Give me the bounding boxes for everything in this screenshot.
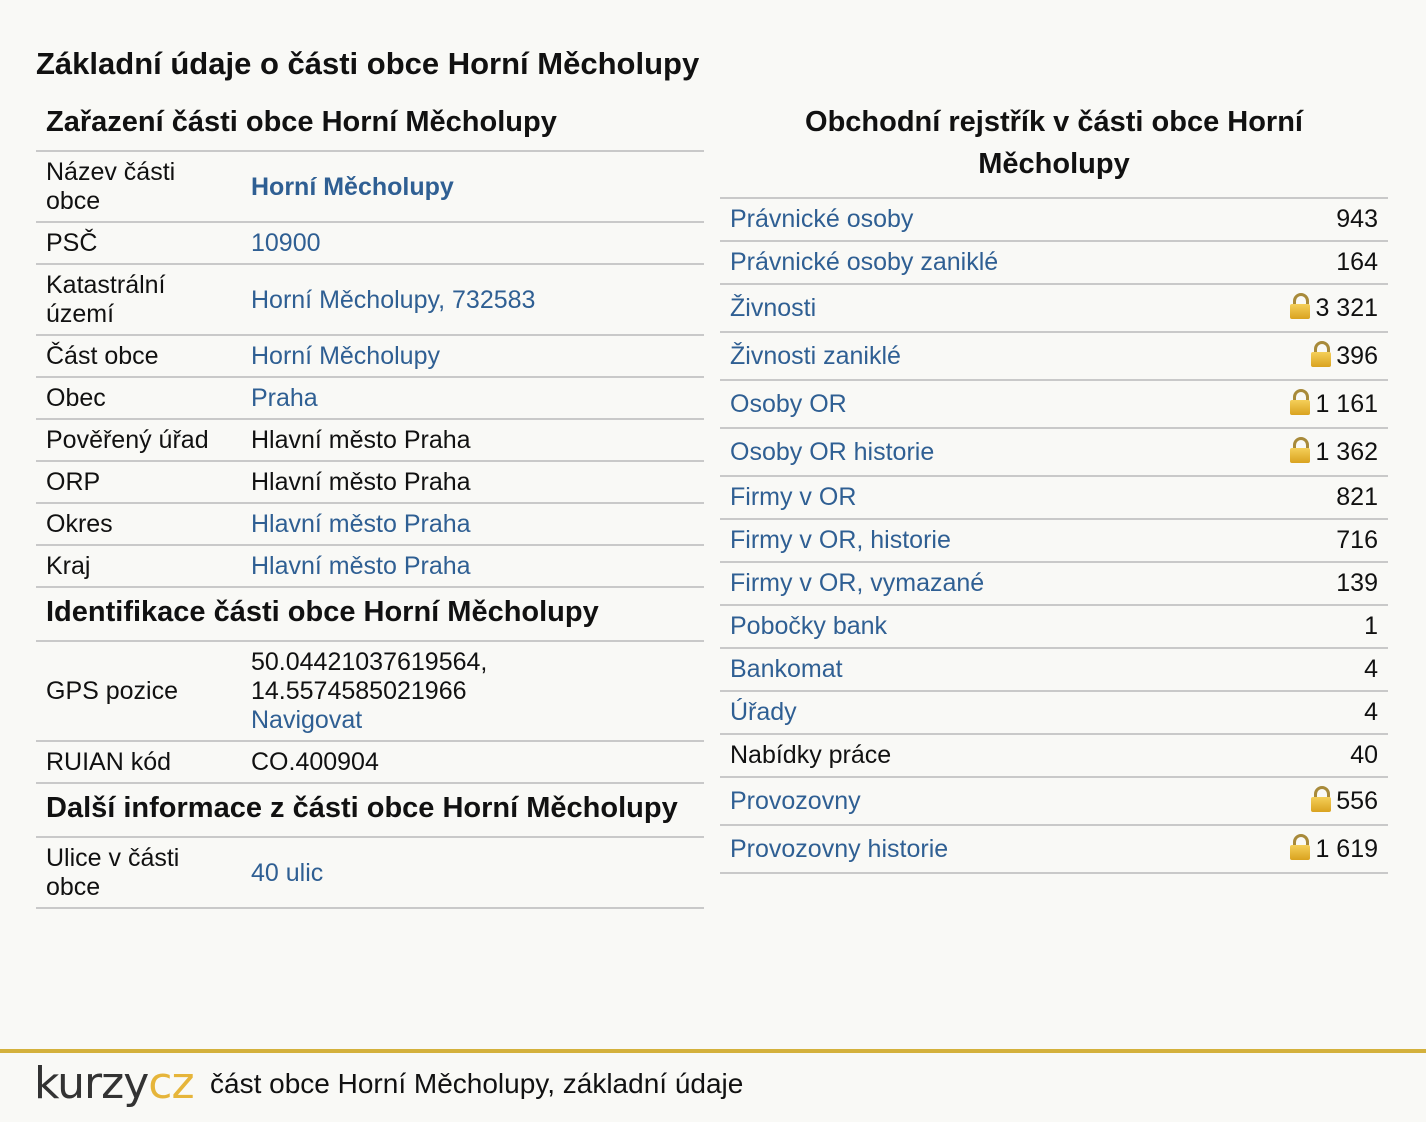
row-value-link[interactable]: Horní Měcholupy, 732583: [251, 285, 536, 314]
table-row: [36, 264, 704, 335]
stats-label-cell: [720, 777, 1206, 825]
row-key: Kraj: [46, 552, 91, 580]
stats-label-link[interactable]: Provozovny historie: [730, 834, 949, 863]
stats-value-cell: [1206, 519, 1388, 562]
stats-value: 139: [1336, 569, 1378, 597]
stats-value: 821: [1336, 483, 1378, 511]
stats-value: 3 321: [1315, 294, 1378, 322]
stats-value: 1 362: [1315, 438, 1378, 466]
row-value-link[interactable]: Horní Měcholupy: [251, 342, 440, 370]
stats-value-cell: [1206, 476, 1388, 519]
ruian-key: RUIAN kód: [46, 748, 172, 776]
row-key: Pověřený úřad: [46, 426, 209, 454]
lock-icon[interactable]: [1290, 834, 1310, 860]
stats-label-cell: [720, 332, 1206, 380]
stats-row: [720, 691, 1388, 734]
table-row: [36, 377, 704, 419]
table-row: [36, 335, 704, 377]
stats-label-link[interactable]: Živnosti zaniklé: [730, 341, 901, 370]
lock-icon[interactable]: [1290, 437, 1310, 463]
stats-row: [720, 241, 1388, 284]
stats-row: [720, 332, 1388, 380]
stats-label-cell: [720, 734, 1206, 777]
stats-value: 1 619: [1315, 835, 1378, 863]
ulice-value-cell: [241, 837, 704, 908]
stats-value: 396: [1336, 342, 1378, 370]
gps-lon: 14.5574585021966: [251, 677, 467, 705]
table-row: [36, 503, 704, 545]
row-value-link[interactable]: Praha: [251, 384, 318, 412]
stats-value: 40: [1350, 741, 1378, 769]
stats-value-cell: [1206, 332, 1388, 380]
stats-label-cell: [720, 519, 1206, 562]
row-value-cell: [241, 419, 704, 461]
right-column: [720, 98, 1388, 874]
row-value-link[interactable]: 10900: [251, 229, 321, 257]
stats-value-cell: [1206, 825, 1388, 873]
stats-row: [720, 648, 1388, 691]
ulice-key: Ulice v části obce: [46, 844, 180, 901]
stats-value: 716: [1336, 526, 1378, 554]
table-row-ulice: [36, 837, 704, 908]
stats-value: 943: [1336, 205, 1378, 233]
row-value-cell: [241, 335, 704, 377]
row-value-cell: [241, 503, 704, 545]
table-row-gps: [36, 641, 704, 741]
stats-value: 4: [1364, 655, 1378, 683]
table-row: [36, 151, 704, 222]
row-value-link[interactable]: Hlavní město Praha: [251, 510, 471, 538]
dalsi-heading: Další informace z části obce Horní Měcholupy: [46, 792, 678, 824]
stats-value-cell: [1206, 428, 1388, 476]
stats-label-cell: [720, 562, 1206, 605]
table-row: [36, 222, 704, 264]
stats-label-link[interactable]: Firmy v OR: [730, 483, 857, 511]
stats-label-cell: [720, 648, 1206, 691]
stats-row: [720, 284, 1388, 332]
row-key: Část obce: [46, 342, 159, 370]
obchodni-rejstrik-heading: Obchodní rejstřík v části obce Horní Měcholupy: [805, 106, 1303, 180]
footer-caption: část obce Horní Měcholupy, základní údaje: [210, 1068, 744, 1099]
row-value-cell: [241, 461, 704, 503]
stats-label-link[interactable]: Bankomat: [730, 655, 843, 683]
stats-row: [720, 562, 1388, 605]
stats-label-link[interactable]: Firmy v OR, vymazané: [730, 569, 985, 597]
stats-row: [720, 198, 1388, 241]
row-key: Název části obce: [46, 158, 176, 215]
lock-icon[interactable]: [1311, 786, 1331, 812]
table-row: [36, 545, 704, 587]
stats-label-cell: [720, 691, 1206, 734]
stats-value: 1: [1364, 612, 1378, 640]
stats-label-cell: [720, 380, 1206, 428]
table-row: [36, 419, 704, 461]
stats-value: 164: [1336, 248, 1378, 276]
row-key: Obec: [46, 384, 106, 412]
zarazeni-heading: Zařazení části obce Horní Měcholupy: [46, 106, 557, 138]
page-title: Základní údaje o části obce Horní Měcholupy: [36, 46, 700, 81]
row-key: PSČ: [46, 229, 98, 257]
stats-value-cell: [1206, 562, 1388, 605]
table-row-ruian: [36, 741, 704, 783]
row-value-cell: [241, 151, 704, 222]
stats-value-cell: [1206, 198, 1388, 241]
stats-value-cell: [1206, 241, 1388, 284]
row-value-link[interactable]: Horní Měcholupy: [251, 172, 454, 201]
stats-row: [720, 428, 1388, 476]
stats-value-cell: [1206, 380, 1388, 428]
stats-value-cell: [1206, 691, 1388, 734]
row-value-link[interactable]: Hlavní město Praha: [251, 552, 471, 580]
stats-label-link[interactable]: Právnické osoby zaniklé: [730, 248, 999, 276]
obchodni-rejstrik-table: [720, 197, 1388, 874]
stats-label-cell: [720, 284, 1206, 332]
dalsi-table: [36, 836, 704, 909]
kurzy-logo[interactable]: kurzycz: [34, 1058, 194, 1109]
lock-icon[interactable]: [1290, 389, 1310, 415]
stats-label-link[interactable]: Úřady: [730, 698, 797, 726]
row-key: Okres: [46, 510, 113, 538]
table-row: [36, 461, 704, 503]
stats-row: [720, 380, 1388, 428]
left-column: [36, 98, 704, 909]
stats-label-link[interactable]: Provozovny: [730, 786, 861, 815]
navigate-link[interactable]: Navigovat: [251, 706, 363, 734]
gps-key: GPS pozice: [46, 677, 179, 705]
stats-label-link[interactable]: Živnosti: [730, 293, 817, 322]
stats-value: 556: [1336, 787, 1378, 815]
stats-label-cell: [720, 241, 1206, 284]
row-value-cell: [241, 222, 704, 264]
stats-label-cell: [720, 428, 1206, 476]
row-value-cell: [241, 545, 704, 587]
identifikace-heading: Identifikace části obce Horní Měcholupy: [46, 596, 599, 628]
ruian-value: CO.400904: [251, 748, 379, 776]
stats-label-cell: [720, 198, 1206, 241]
stats-label-link[interactable]: Firmy v OR, historie: [730, 526, 951, 554]
lock-icon[interactable]: [1290, 293, 1310, 319]
row-value: Hlavní město Praha: [251, 426, 471, 454]
lock-icon[interactable]: [1311, 341, 1331, 367]
stats-label: Nabídky práce: [730, 741, 892, 769]
stats-row: [720, 605, 1388, 648]
stats-value: 1 161: [1315, 390, 1378, 418]
gps-value: [241, 641, 704, 741]
ulice-link[interactable]: 40 ulic: [251, 858, 324, 887]
zarazeni-table: [36, 150, 704, 588]
stats-row: [720, 825, 1388, 873]
stats-row: [720, 777, 1388, 825]
stats-value: 4: [1364, 698, 1378, 726]
stats-value-cell: [1206, 605, 1388, 648]
stats-value-cell: [1206, 777, 1388, 825]
stats-row: [720, 734, 1388, 777]
row-value-cell: [241, 264, 704, 335]
gps-lat: 50.04421037619564,: [251, 648, 488, 676]
stats-row: [720, 519, 1388, 562]
stats-label-cell: [720, 476, 1206, 519]
stats-label-link[interactable]: Osoby OR historie: [730, 437, 935, 466]
identifikace-table: [36, 640, 704, 784]
row-key: ORP: [46, 468, 101, 496]
row-key: Katastrální území: [46, 271, 166, 328]
stats-label-cell: [720, 825, 1206, 873]
stats-row: [720, 476, 1388, 519]
stats-value-cell: [1206, 648, 1388, 691]
stats-value-cell: [1206, 284, 1388, 332]
stats-value-cell: [1206, 734, 1388, 777]
stats-label-link[interactable]: Právnické osoby: [730, 205, 914, 233]
row-value: Hlavní město Praha: [251, 468, 471, 496]
stats-label-link[interactable]: Pobočky bank: [730, 612, 888, 640]
stats-label-link[interactable]: Osoby OR: [730, 389, 847, 418]
stats-label-cell: [720, 605, 1206, 648]
row-value-cell: [241, 377, 704, 419]
footer-divider: [0, 1049, 1426, 1053]
